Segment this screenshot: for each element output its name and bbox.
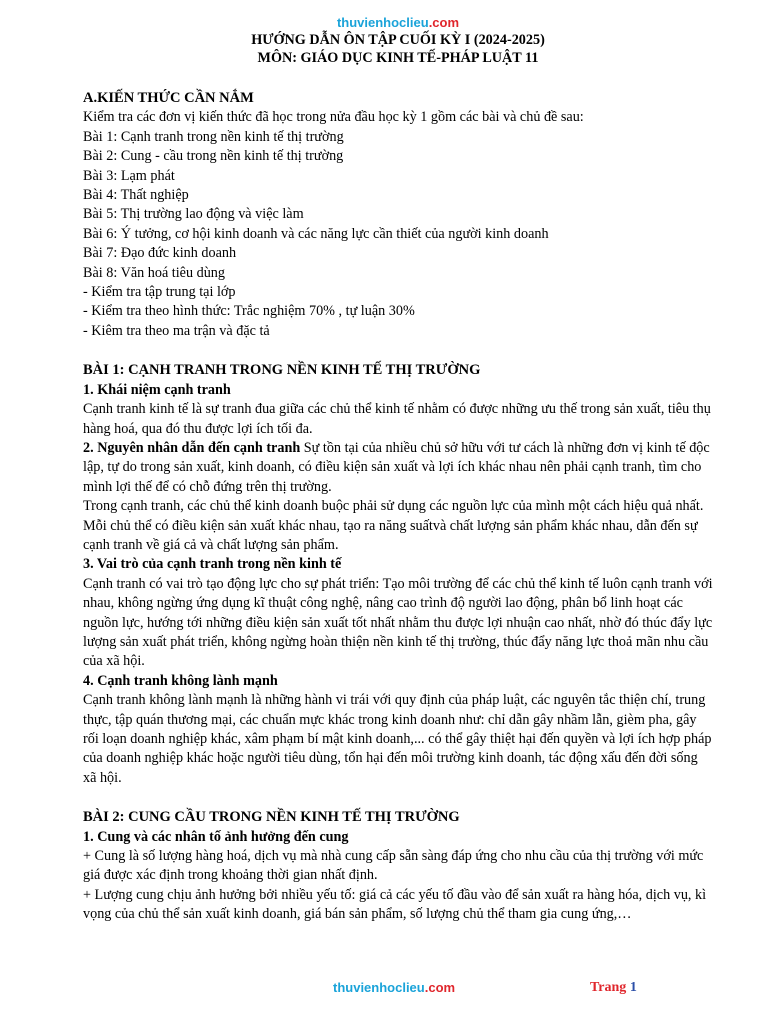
section-a-line: - Kiểm tra theo hình thức: Trắc nghiệm 70% , tự luận 30% <box>83 303 415 320</box>
section-a-line: Bài 3: Lạm phát <box>83 167 175 184</box>
bai2-s1-title: 1. Cung và các nhân tố ảnh hưởng đến cung <box>83 828 349 845</box>
section-a-line: Bài 6: Ý tưởng, cơ hội kinh doanh và các năng lực cần thiết của người kinh doanh <box>83 225 549 242</box>
document-subject: MÔN: GIÁO DỤC KINH TẾ-PHÁP LUẬT 11 <box>257 49 539 66</box>
section-a-line: - Kiểm tra tập trung tại lớp <box>83 284 236 301</box>
page-footer <box>0 980 768 1000</box>
section-a-line: Kiểm tra các đơn vị kiến thức đã học trong nửa đầu học kỳ 1 gồm các bài và chủ đề sau: <box>83 109 584 126</box>
section-a-line: Bài 2: Cung - cầu trong nền kinh tế thị trường <box>83 148 344 165</box>
footer-site-domain: .com <box>424 980 456 995</box>
section-a-line: Bài 5: Thị trường lao động và việc làm <box>83 206 304 223</box>
bai1-s2-paragraph <box>83 439 713 497</box>
footer-site-name: thuvienhoclieu <box>333 980 425 995</box>
section-a-line: Bài 4: Thất nghiệp <box>83 187 189 204</box>
bai1-s4-title: 4. Cạnh tranh không lành mạnh <box>83 672 278 689</box>
site-name: thuvienhoclieu <box>336 15 429 30</box>
bai1-heading: BÀI 1: CẠNH TRANH TRONG NỀN KINH TẾ THỊ TRƯỜNG <box>83 362 481 379</box>
bai1-s2-text2: Trong cạnh tranh, các chủ thể kinh doanh buộc phải sử dụng các nguồn lực của mình một cách hiệu quả nhất. Mỗi chủ thể có điều kiện sản xuất khác nhau, tạo ra năng suấtvà chất lượng sản phẩm khác nhau, dẫn đến sự cạnh tranh về giá cả và chất lượng sản phẩm. <box>83 498 704 553</box>
bai1-s2-text: Sự tồn tại của nhiều chủ sở hữu với tư cách là những đơn vị kinh tế độc lập, tự do trong sản xuất, kinh doanh, có điều kiện sản xuất và lợi ích khác nhau nên phải cạnh tranh, tìm cho mình lợi thế để có chỗ đứng trên thị trường. <box>83 439 710 495</box>
document-title: HƯỚNG DẪN ÔN TẬP CUỐI KỲ I (2024-2025) <box>251 32 545 48</box>
site-header <box>83 14 713 32</box>
bai1-s1-title: 1. Khái niệm cạnh tranh <box>83 381 231 398</box>
bai2-s1-text1: + Cung là số lượng hàng hoá, dịch vụ mà nhà cung cấp sẵn sàng đáp ứng cho nhu cầu của thị trường với mức giá được xác định trong khoảng thời gian nhất định. <box>83 848 704 884</box>
section-a-line: Bài 7: Đạo đức kinh doanh <box>83 245 237 262</box>
bai1-s3-title: 3. Vai trò của cạnh tranh trong nền kinh tế <box>83 556 342 573</box>
bai1-s3-text: Cạnh tranh có vai trò tạo động lực cho sự phát triển: Tạo môi trường để các chủ thể kinh tế luôn cạnh tranh với nhau, không ngừng ứng dụng kĩ thuật công nghệ, nâng cao trình độ người lao động, phân bổ linh hoạt các nguồn lực, hướng tới những điều kiện sản xuất tốt nhất nhằm thu được lợi nhuận cao nhất, nhờ đó thúc đẩy lực lượng sản xuất phát triển, không ngừng hoàn thiện nền kinh tế thị trường, thúc đẩy năng lực thoả mãn nhu cầu của xã hội. <box>83 575 713 670</box>
bai2-heading: BÀI 2: CUNG CẦU TRONG NỀN KINH TẾ THỊ TRƯỜNG <box>83 809 460 826</box>
section-a-line: Bài 8: Văn hoá tiêu dùng <box>83 264 225 281</box>
bai1-s2-title: 2. Nguyên nhân dẫn đến cạnh tranh <box>83 439 301 456</box>
bai2-s1-text2: + Lượng cung chịu ảnh hưởng bởi nhiều yếu tố: giá cả các yếu tố đầu vào để sản xuất ra hàng hóa, dịch vụ, kì vọng của chủ thể sản xuất kinh doanh, giá bán sản phẩm, số lượng chủ thể tham gia cung ứng,… <box>83 886 707 923</box>
bai1-s1-text: Cạnh tranh kinh tế là sự tranh đua giữa các chủ thể kinh tế nhằm có được những ưu thế trong sản xuất, tiêu thụ hàng hoá, qua đó thu được lợi ích tối đa. <box>83 401 711 437</box>
section-a-list <box>83 108 713 341</box>
bai1-s4-text: Cạnh tranh không lành mạnh là những hành vi trái với quy định của pháp luật, các nguyên tắc thiện chí, trung thực, tập quán thương mại, các chuẩn mực khác trong kinh doanh như: chỉ dẫn gây nhầm lẫn, gièm pha, gây rối loạn doanh nghiệp khác, xâm phạm bí mật kinh doanh,... có thể gây thiệt hại đến quyền và lợi ích hợp pháp của doanh nghiệp khác hoặc người tiêu dùng, tổn hại đến môi trường kinh doanh, tác động xấu đến đời sống xã hội. <box>83 692 712 786</box>
site-domain: .com <box>428 15 460 30</box>
document-page <box>83 14 713 925</box>
page-label: Trang <box>590 980 627 995</box>
footer-site <box>333 980 455 995</box>
page-indicator <box>590 980 637 996</box>
section-a-heading: A.KIẾN THỨC CẦN NẮM <box>83 90 254 106</box>
section-a-line: Bài 1: Cạnh tranh trong nền kinh tế thị trường <box>83 128 344 145</box>
section-a-line: - Kiêm tra theo ma trận và đặc tả <box>83 322 270 339</box>
page-number: 1 <box>629 980 637 995</box>
